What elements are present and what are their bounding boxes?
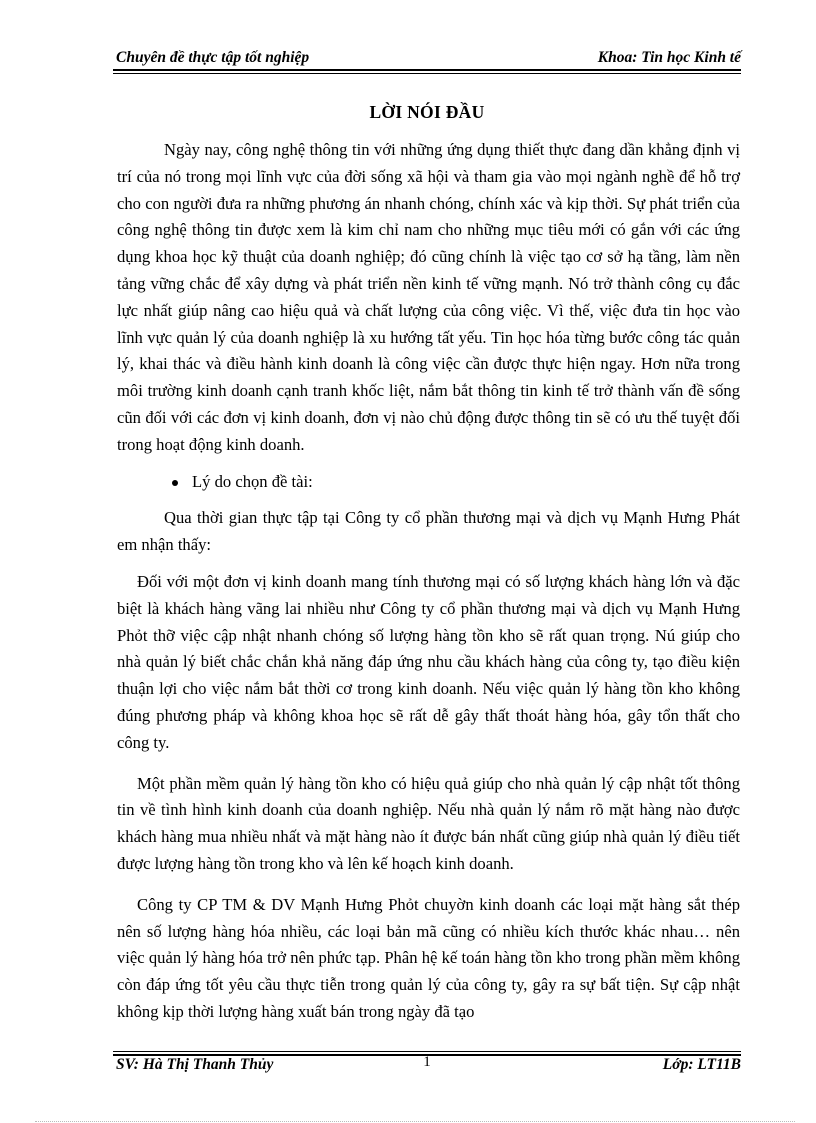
paragraph-intro: Ngày nay, công nghệ thông tin với những ứng dụng thiết thực đang dần khẳng định vị trí của nó trong mọi lĩnh vực của đời sống xã hội và tham gia vào mọi ngành nghề để hỗ trợ cho con người đưa ra những phương án nhanh chóng, chính xác và kịp thời. Sự phát triển của công nghệ thông tin được xem là kim chỉ nam cho những mục tiêu mới có gắn với các ứng dụng khoa học kỹ thuật của doanh nghiệp; đó cũng chính là việc tạo cơ sở hạ tầng, làm nền tảng vững chắc để xây dựng và phát triển nền kinh tế vững mạnh. Nó trở thành công cụ đắc lực nhất giúp nâng cao hiệu quả và chất lượng của công việc. Vì thế, việc đưa tin học vào lĩnh vực quản lý của doanh nghiệp là xu hướng tất yếu. Tin học hóa từng bước công tác quản lý, khai thác và điều hành kinh doanh là công việc cần được thực hiện ngay. Hơn nữa trong môi trường kinh doanh cạnh tranh khốc liệt, nắm bắt thông tin kinh tế trở thành vấn đề sống cũn đối với các đơn vị kinh doanh, đơn vị nào chủ động được thông tin sẽ có ưu thế tuyệt đối trong hoạt động kinh doanh. xyxy=(117,140,740,454)
paragraph-inventory-importance: Đối với một đơn vị kinh doanh mang tính thương mại có số lượng khách hàng lớn và đặc biệt là khách hàng vãng lai nhiều như Công ty cổ phần thương mại và dịch vụ Mạnh Hưng Phỏt thỡ việc cập nhật nhanh chóng số lượng hàng tồn kho sẽ rất quan trọng. Nú giúp cho nhà quản lý biết chắc chắn khả năng đáp ứng nhu cầu khách hàng của công ty, tạo điều kiện thuận lợi cho việc nắm bắt thời cơ trong kinh doanh. Nếu việc quản lý hàng tồn kho không đúng phương pháp và không khoa học sẽ rất dễ gây thất thoát hàng hóa, gây tổn thất cho công ty. xyxy=(117,571,740,752)
page-title: LỜI NÓI ĐẦU xyxy=(369,102,485,122)
bullet-item xyxy=(117,469,740,496)
page-header xyxy=(113,47,741,69)
header-course-title: Chuyên đề thực tập tốt nghiệp xyxy=(116,49,310,66)
paragraph-company-context: Công ty CP TM & DV Mạnh Hưng Phỏt chuyờn kinh doanh các loại mặt hàng sắt thép nên số lượng hàng hóa nhiều, các loại bản mã cũng có nhiều kích thước khác nhau… nên việc quản lý hàng hóa trở nên phức tạp. Phân hệ kế toán hàng tồn kho trong phần mềm không còn đáp ứng tốt yêu cầu thực tiễn trong quản lý của công ty, gây ra sự bất tiện. Sự cập nhật không kịp thời lượng hàng xuất bán trong ngày đã tạo xyxy=(117,894,740,1021)
footer-class: Lớp: LT11B xyxy=(662,1056,741,1073)
document-body xyxy=(117,137,740,1026)
page-footer xyxy=(113,1056,741,1078)
header-faculty: Khoa: Tin học Kinh tế xyxy=(597,49,741,66)
footer-student-name: SV: Hà Thị Thanh Thủy xyxy=(116,1056,274,1073)
bullet-text: Lý do chọn đề tài: xyxy=(192,471,313,491)
paragraph-internship: Qua thời gian thực tập tại Công ty cổ phần thương mại và dịch vụ Mạnh Hưng Phát em nhận thấy: xyxy=(117,508,740,555)
page-edge-line xyxy=(35,1121,795,1122)
bullet-dot-icon xyxy=(172,480,178,486)
paragraph-software-benefit: Một phần mềm quản lý hàng tồn kho có hiệu quả giúp cho nhà quản lý cập nhật tốt thông tin về tình hình kinh doanh của doanh nghiệp. Nếu nhà quản lý nắm rõ mặt hàng nào được khách hàng mua nhiều nhất và mặt hàng nào ít được bán nhất cũng giúp nhà quản lý điều tiết được lượng hàng tồn trong kho và lên kế hoạch kinh doanh. xyxy=(117,773,740,873)
header-divider xyxy=(113,69,741,74)
page-number: 1 xyxy=(423,1054,431,1070)
